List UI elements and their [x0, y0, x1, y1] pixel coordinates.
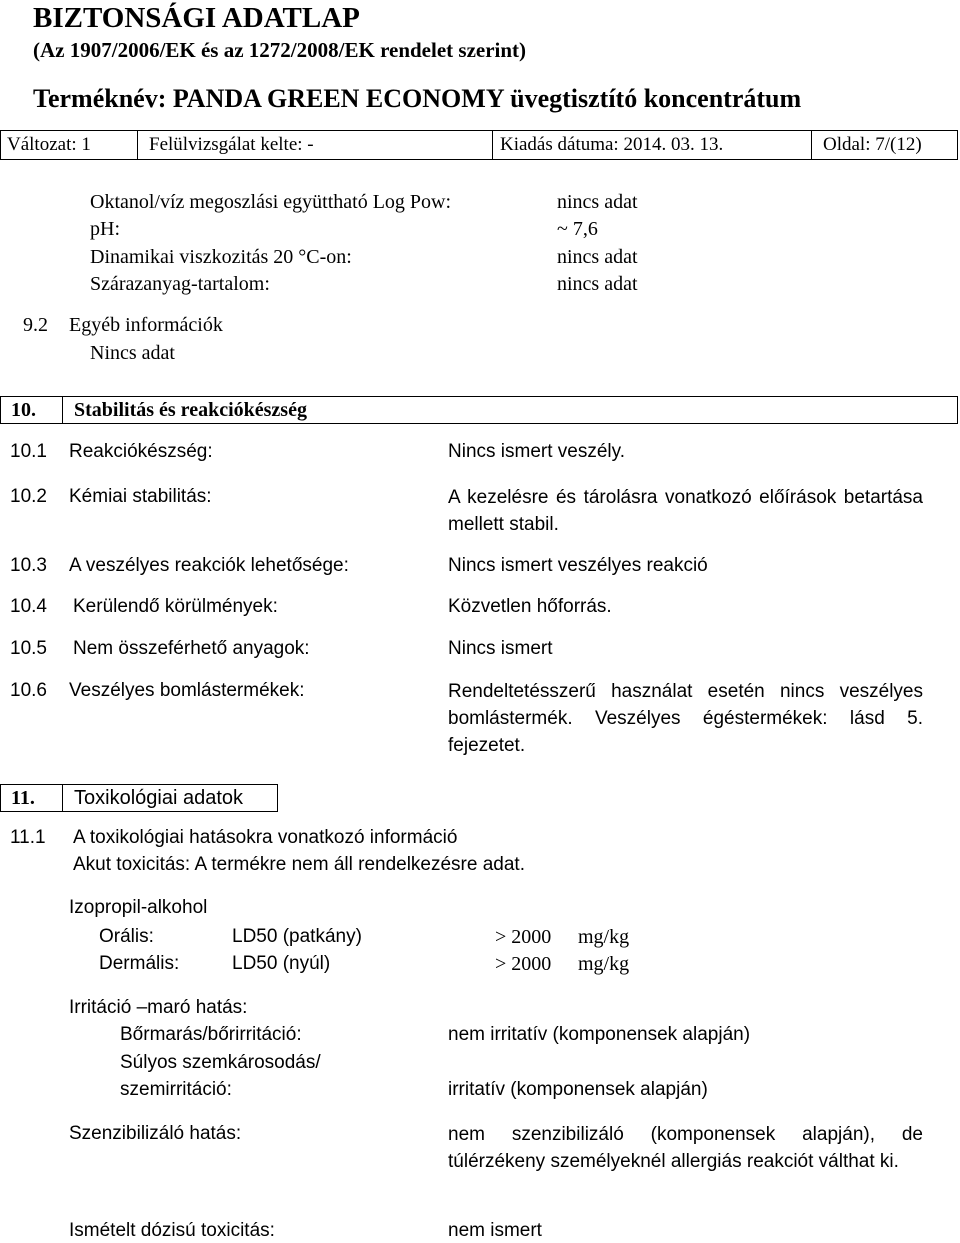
item-number: 11.1	[10, 827, 46, 848]
item-value: Nincs ismert veszélyes reakció	[448, 555, 708, 576]
version-bar-divider	[492, 131, 493, 159]
section-title: Stabilitás és reakciókészség	[74, 399, 307, 421]
item-number: 10.6	[10, 680, 47, 701]
subsection-title: Egyéb információk	[69, 314, 223, 336]
version-label: Változat: 1	[7, 134, 91, 155]
item-label: Reakciókészség:	[69, 441, 213, 462]
eye-label: szemirritáció:	[120, 1079, 232, 1100]
item-value: Nincs ismert	[448, 638, 553, 659]
sensitization-value: nem szenzibilizáló (komponensek alapján), de túlérzékeny személyeknél allergiás reakciót válthat ki.	[448, 1124, 923, 1172]
section-number: 11.	[11, 787, 35, 809]
revision-date: Felülvizsgálat kelte: -	[149, 134, 314, 155]
item-label: Kerülendő körülmények:	[73, 596, 278, 617]
substance-name: Izopropil-alkohol	[69, 897, 208, 918]
property-value: nincs adat	[557, 273, 638, 295]
sensitization-label: Szenzibilizáló hatás:	[69, 1123, 242, 1144]
section-number: 10.	[11, 399, 36, 421]
version-bar-divider	[811, 131, 812, 159]
item-value: Közvetlen hőforrás.	[448, 596, 612, 617]
item-value: A kezelésre és tárolásra vonatkozó előírások betartása mellett stabil.	[448, 487, 923, 535]
subsection-text: Nincs adat	[90, 342, 175, 364]
tox-test: LD50 (nyúl)	[232, 953, 331, 974]
regulation-subtitle: (Az 1907/2006/EK és az 1272/2008/EK rendelet szerint)	[33, 38, 527, 62]
repeated-dose-value: nem ismert	[448, 1220, 542, 1241]
page-number: Oldal: 7/(12)	[823, 134, 922, 155]
property-value: nincs adat	[557, 191, 638, 213]
eye-value: irritatív (komponensek alapján)	[448, 1079, 708, 1100]
irritation-label: Irritáció –maró hatás:	[69, 997, 248, 1018]
property-value: nincs adat	[557, 246, 638, 268]
item-number: 10.4	[10, 596, 47, 617]
item-number: 10.5	[10, 638, 47, 659]
tox-route: Dermális:	[99, 953, 180, 974]
property-label: Dinamikai viszkozitás 20 °C-on:	[90, 246, 352, 268]
item-number: 10.2	[10, 486, 47, 507]
eye-label: Súlyos szemkárosodás/	[120, 1052, 321, 1073]
item-number: 10.3	[10, 555, 47, 576]
subsection-title: A toxikológiai hatásokra vonatkozó információ	[73, 827, 458, 848]
document-title: BIZTONSÁGI ADATLAP	[33, 2, 360, 34]
item-label: Kémiai stabilitás:	[69, 486, 212, 507]
item-number: 10.1	[10, 441, 47, 462]
acute-toxicity: Akut toxicitás: A termékre nem áll rendelkezésre adat.	[73, 854, 525, 875]
tox-unit: mg/kg	[578, 926, 630, 948]
tox-route: Orális:	[99, 926, 154, 947]
item-value: Nincs ismert veszély.	[448, 441, 626, 462]
property-label: Szárazanyag-tartalom:	[90, 273, 270, 295]
item-label: Veszélyes bomlástermékek:	[69, 680, 305, 701]
section-number: 9.2	[23, 314, 48, 336]
skin-label: Bőrmarás/bőrirritáció:	[120, 1024, 302, 1045]
section-header-divider	[62, 397, 63, 423]
tox-test: LD50 (patkány)	[232, 926, 362, 947]
skin-value: nem irritatív (komponensek alapján)	[448, 1024, 751, 1045]
tox-unit: mg/kg	[578, 953, 630, 975]
section-11-header	[0, 784, 278, 812]
property-value: ~ 7,6	[557, 218, 598, 240]
section-header-divider	[62, 785, 63, 811]
tox-value: > 2000	[495, 926, 552, 948]
version-bar	[0, 130, 958, 160]
section-title: Toxikológiai adatok	[74, 787, 243, 809]
product-name: Terméknév: PANDA GREEN ECONOMY üvegtisztító koncentrátum	[33, 84, 802, 113]
tox-value: > 2000	[495, 953, 552, 975]
property-label: pH:	[90, 218, 120, 240]
item-label: A veszélyes reakciók lehetősége:	[69, 555, 349, 576]
item-label: Nem összeférhető anyagok:	[73, 638, 310, 659]
item-value: Rendeltetésszerű használat esetén nincs veszélyes bomlástermék. Veszélyes égéstermékek: lásd 5. fejezetet.	[448, 681, 923, 756]
version-bar-divider	[137, 131, 138, 159]
property-label: Oktanol/víz megoszlási együttható Log Pow:	[90, 191, 452, 213]
issue-date: Kiadás dátuma: 2014. 03. 13.	[500, 134, 724, 155]
section-10-header	[0, 396, 958, 424]
repeated-dose-label: Ismételt dózisú toxicitás:	[69, 1220, 275, 1241]
